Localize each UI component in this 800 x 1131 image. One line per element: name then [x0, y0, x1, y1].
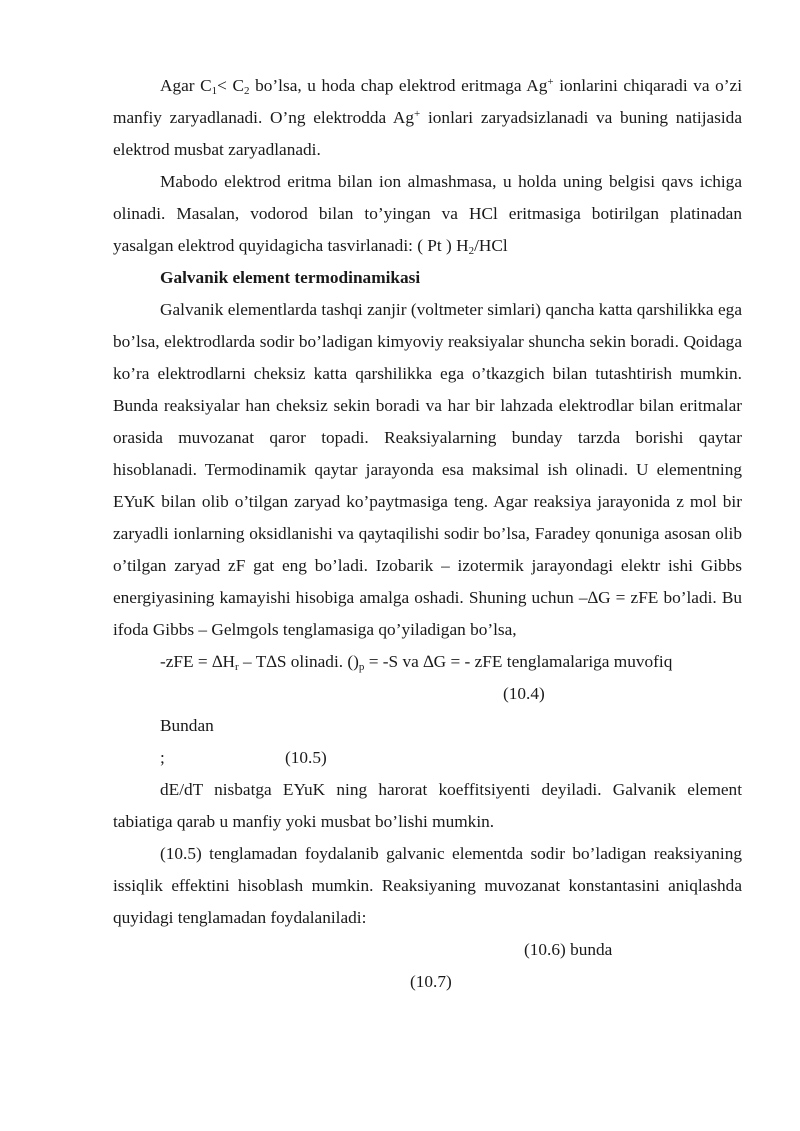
paragraph-heat-effect: (10.5) tenglamadan foydalanib galvanic elementda sodir bo’ladigan reaksiyaning issiqlik effektini hisoblash mumkin. Reaksiyaning muvozanat konstantasini aniqlashda quyidagi tenglamadan foydalaniladi:: [113, 844, 742, 927]
text-run: Mabodo elektrod eritma bilan ion almashmasa, u holda uning belgisi qavs ichiga olinadi. Masalan, vodorod bilan to’yingan va HCl eritmasiga botirilgan platinadan yasalgan elektrod quyidagicha tasvirlanadi: ( Pt ) H: [113, 172, 742, 255]
text-run: ionlarini chiqaradi va o’zi manfiy zaryadlanadi. O’ng elektrodda Ag: [113, 76, 742, 127]
subscript: p: [358, 661, 365, 673]
superscript: +: [547, 76, 554, 88]
text-run: Agar C: [160, 76, 212, 95]
equation-line-10-7: [113, 966, 742, 998]
equation-number: (10.4): [503, 684, 545, 703]
text-run: = -S va ∆G = - zFE tenglamalariga muvofiq: [364, 652, 673, 671]
equation-line-10-6: [113, 934, 742, 966]
equation-number: (10.6) bunda: [524, 940, 613, 959]
section-heading: Galvanik element termodinamikasi: [160, 268, 421, 287]
subscript: r: [235, 661, 239, 673]
equation-text: [160, 646, 672, 678]
equation-number: (10.7): [410, 972, 452, 991]
paragraph-thermodynamics: Galvanik elementlarda tashqi zanjir (voltmeter simlari) qancha katta qarshilikka ega bo’lsa, elektrodlarda sodir bo’ladigan kimyoviy reaksiyalar shuncha sekin boradi. Qoidaga ko’ra elektrodlarni cheksiz katta qarshilikka ega o’tkazgich bilan tutashtirish mumkin. Bunda reaksiyalar han cheksiz sekin boradi va har bir lahzada elektrodlar bilan eritmalar orasida muvozanat qaror topadi. Reaksiyalarning bunday tarzda borishi qaytar hisoblanadi. Termodinamik qaytar jarayonda esa maksimal ish olinadi. U elementning EYuK bilan olib o’tilgan zaryad ko’paytmasiga teng. Agar reaksiya jarayonida z mol bir zaryadli ionlarning oksidlanishi va qaytaqilishi sodir bo’lsa, Faradey qonuniga asosan olib o’tilgan zaryad zF gat eng bo’ladi. Izobarik – izotermik jarayondagi elektr ishi Gibbs energiyasining kamayishi hisobiga amalga oshadi. Shuning uchun –∆G = zFE bo’ladi. Bu ifoda Gibbs – Gelmgols tenglamasiga qo’yiladigan bo’lsa,: [113, 300, 742, 639]
equation-line-10-4: [113, 678, 742, 710]
equation-separator: ;: [160, 748, 165, 767]
subscript: 2: [468, 245, 475, 257]
bundan-text: Bundan: [160, 716, 214, 735]
paragraph-electrode-notation: [113, 166, 742, 262]
text-run: < C: [217, 76, 245, 95]
text-run: ionlari zaryadsizlanadi va buning natijasida elektrod musbat zaryadlanadi.: [113, 108, 742, 159]
equation-line-10-5: [113, 742, 742, 774]
text-run: – T∆S olinadi. (): [238, 652, 359, 671]
superscript: +: [414, 108, 421, 120]
text-run: -zFE = ∆H: [160, 652, 236, 671]
bundan-line: [113, 710, 742, 742]
equation-number: (10.5): [285, 748, 327, 767]
text-run: /HCl: [474, 236, 508, 255]
subscript: 2: [244, 85, 250, 97]
subscript: 1: [211, 85, 218, 97]
paragraph-temperature-coefficient: dE/dT nisbatga EYuK ning harorat koeffitsiyenti deyiladi. Galvanik element tabiatiga qarab u manfiy yoki musbat bo’lishi mumkin.: [113, 780, 742, 831]
paragraph-electrode-charge: [113, 70, 742, 166]
text-column: [113, 70, 742, 998]
equation-line-gibbs: [113, 646, 742, 678]
text-run: bo’lsa, u hoda chap elektrod eritmaga Ag: [249, 76, 548, 95]
